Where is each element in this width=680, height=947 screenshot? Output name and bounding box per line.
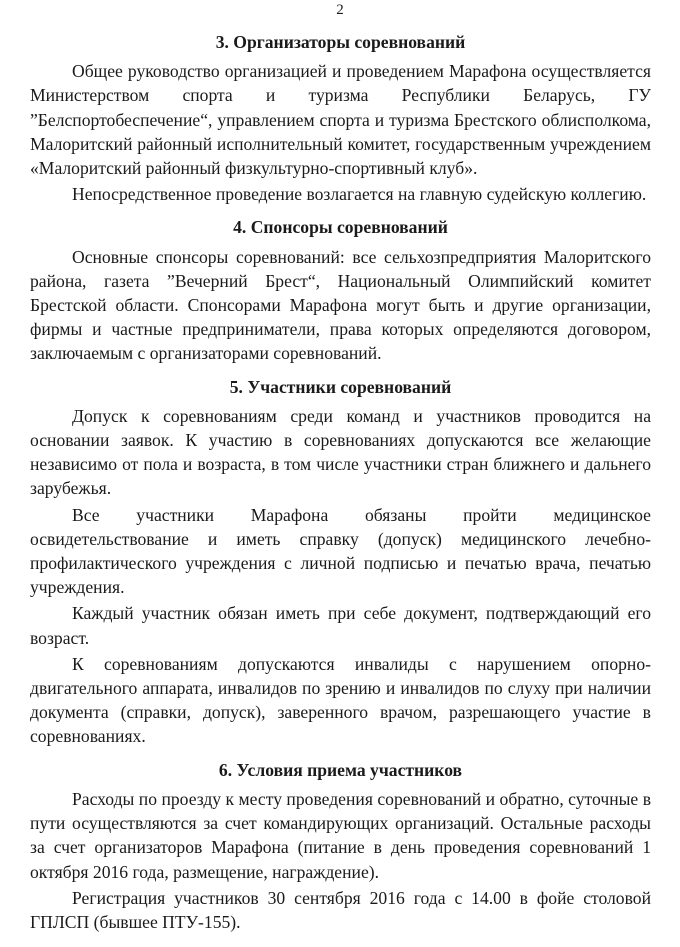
paragraph: Общее руководство организацией и проведением Марафона осуществляется Министерством спорта и туризма Республики Беларусь, ГУ ”Белспортобеспечение“, управлением спорта и туризма Брестского облисполкома, Малоритский районный исполнительный комитет, государственным учреждением «Малоритский районный физкультурно-спортивный клуб». xyxy=(30,61,651,179)
paragraph: Каждый участник обязан иметь при себе документ, подтверждающий его возраст. xyxy=(30,603,651,648)
section-heading: 3. Организаторы соревнований xyxy=(215,32,466,52)
section-admission-conditions xyxy=(30,749,651,934)
section-heading: 5. Участники соревнований xyxy=(229,376,452,397)
section-organizers xyxy=(30,28,651,206)
paragraph: Расходы по проезду к месту проведения соревнований и обратно, суточные в пути осуществляются за счет командирующих организаций. Остальные расходы за счет организаторов Марафона (питание в день проведения соревнований 1 октября 2016 года, размещение, награждение). xyxy=(30,788,651,882)
paragraph: Все участники Марафона обязаны пройти медицинское освидетельствование и иметь справку (допуск) медицинского лечебно-профилактического учреждения с личной подписью и печатью врача, печатью учреждения. xyxy=(30,504,651,598)
document-body xyxy=(30,28,651,934)
paragraph: Допуск к соревнованиям среди команд и участников проводится на основании заявок. К участию в соревнованиях допускаются все желающие независимо от пола и возраста, в том числе участники стран ближнего и дальнего зарубежья. xyxy=(30,405,651,499)
section-heading: 4. Спонсоры соревнований xyxy=(233,217,448,238)
section-sponsors xyxy=(30,206,651,365)
page-number: 2 xyxy=(336,2,344,18)
paragraph: Основные спонсоры соревнований: все сельхозпредприятия Малоритского района, газета ”Вечерний Брест“, Национальный Олимпийский комитет Брестской области. Спонсорами Марафона могут быть и другие организации, фирмы и частные предприниматели, права которых определяются договором, заключаемым с организаторами соревнований. xyxy=(30,246,651,364)
paragraph: К соревнованиям допускаются инвалиды с нарушением опорно-двигательного аппарата, инвалидов по зрению и инвалидов по слуху при наличии документа (справки, допуск), заверенного врачом, разрешающего участие в соревнованиях. xyxy=(30,653,651,747)
paragraph: Регистрация участников 30 сентября 2016 года с 14.00 в фойе столовой ГПЛСП (бывшее ПТУ-155). xyxy=(30,887,651,932)
section-participants xyxy=(30,366,651,749)
section-heading: 6. Условия приема участников xyxy=(218,759,463,780)
paragraph: Непосредственное проведение возлагается на главную судейскую коллегию. xyxy=(72,184,647,205)
